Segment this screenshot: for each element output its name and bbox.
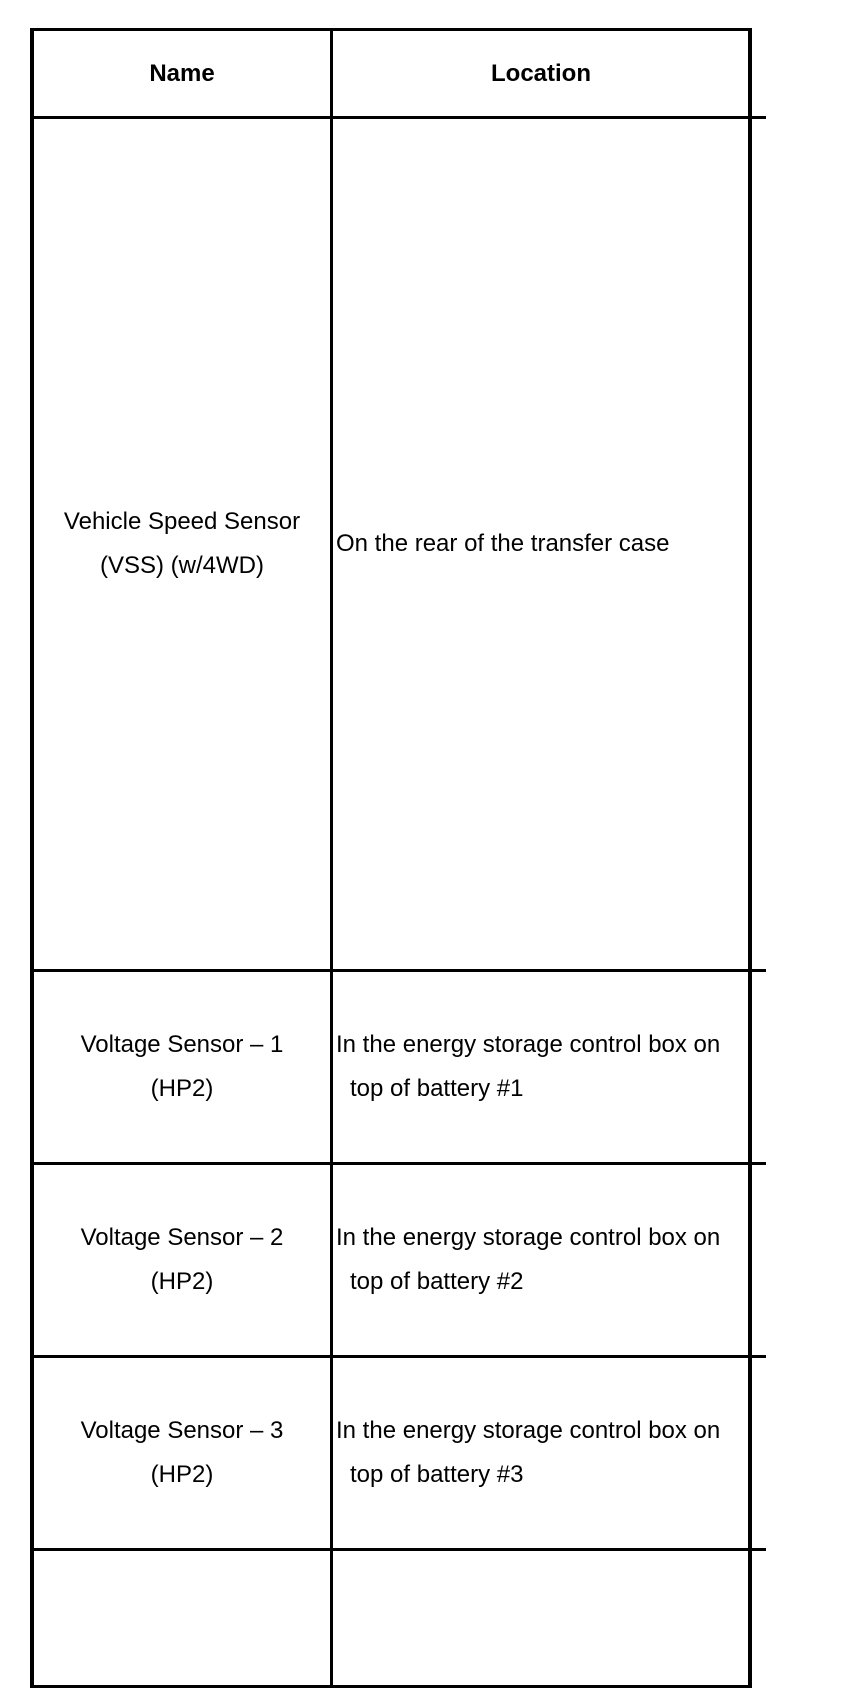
row-name [34, 1358, 330, 1548]
row-location-line1: In the energy storage control box on [336, 1417, 721, 1444]
row-name-line2: (HP2) [150, 1461, 214, 1488]
sensor-location-table [30, 28, 752, 1688]
row-location-line2: top of battery #2 [350, 1268, 524, 1295]
table-row [34, 1165, 748, 1355]
table-row [34, 119, 748, 969]
row-location [334, 1165, 748, 1355]
header-location-label: Location [491, 59, 591, 87]
row-name-line1: Vehicle Speed Sensor [63, 508, 301, 535]
row-location-line1: In the energy storage control box on [336, 1224, 721, 1251]
table-row [34, 1358, 748, 1548]
row-divider [34, 1548, 766, 1551]
row-name-line1: Voltage Sensor – 3 [80, 1417, 284, 1444]
row-name [34, 972, 330, 1162]
row-name-line2: (HP2) [150, 1268, 214, 1295]
row-name [34, 1165, 330, 1355]
row-name-line1: Voltage Sensor – 2 [80, 1224, 284, 1251]
row-location-line1: On the rear of the transfer case [336, 530, 670, 557]
row-location-line1: In the energy storage control box on [336, 1031, 721, 1058]
header-name: Name [149, 59, 215, 87]
row-name-line1: Voltage Sensor – 1 [80, 1031, 284, 1058]
table-header-row [34, 31, 748, 116]
row-location [334, 119, 748, 969]
row-name-line2: (HP2) [150, 1075, 214, 1102]
row-location-line2: top of battery #1 [350, 1075, 524, 1102]
header-location [334, 31, 748, 116]
row-location [334, 1358, 748, 1548]
row-name [34, 119, 330, 969]
row-name-line2: (VSS) (w/4WD) [99, 552, 264, 579]
table-row [34, 972, 748, 1162]
row-location-line2: top of battery #3 [350, 1461, 524, 1488]
row-location [334, 972, 748, 1162]
